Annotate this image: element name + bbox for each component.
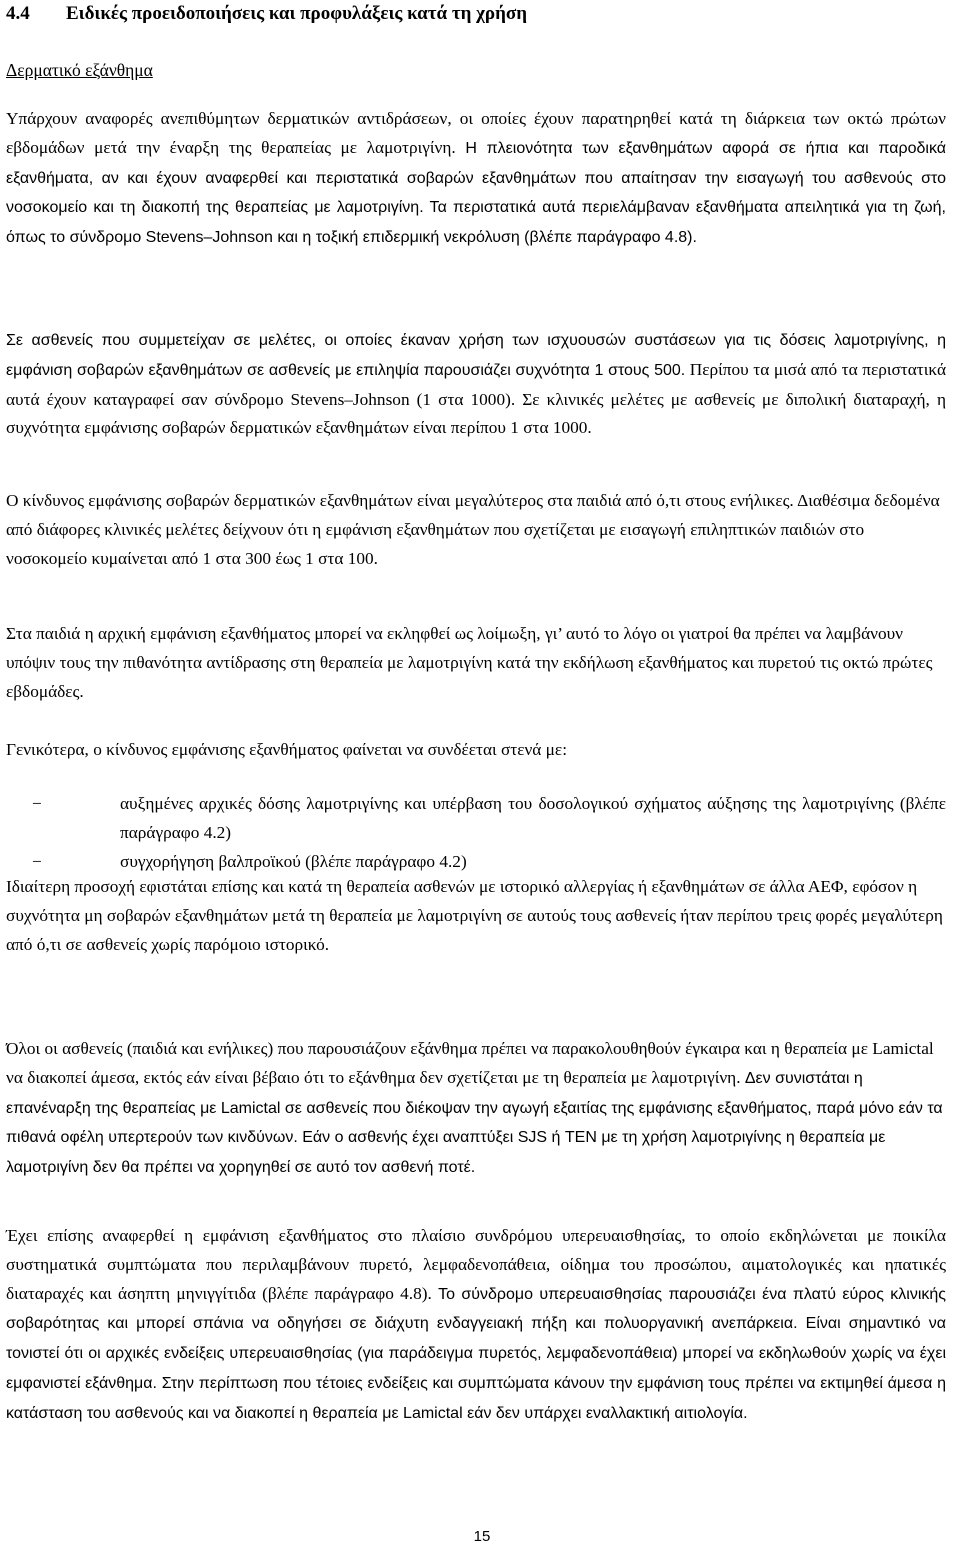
paragraph-8 <box>6 1222 946 1429</box>
paragraph-7-serif: Όλοι οι ασθενείς (παιδιά και ενήλικες) που παρουσιάζουν εξάνθημα πρέπει να παρακολουθηθούν έγκαιρα και η θεραπεία με Lamictal να διακοπεί άμεσα, εκτός εάν είναι βέβαιο ότι το εξάνθημα δεν σχετίζεται με τη θεραπεία με λαμοτριγίνη. <box>6 1039 934 1087</box>
paragraph-8-sans: Το σύνδρομο υπερευαισθησίας παρουσιάζει ένα πλατύ εύρος κλινικής σοβαρότητας και μπορεί σπάνια να οδηγήσει σε διάχυτη ενδαγγειακή πήξη και πολυοργανική ανεπάρκεια. Είναι σημαντικό να τονιστεί ότι οι αρχικές ενδείξεις υπερευαισθησίας (για παράδειγμα πυρετός, λεμφαδενοπάθεια) μπορεί να εκδηλωθούν χωρίς να έχει εμφανιστεί εξάνθημα. Στην περίπτωση που τέτοιες ενδείξεις και συμπτώματα κάνουν την εμφάνιση τους πρέπει να εκτιμηθεί άμεσα η κατάσταση του ασθενούς και να διακοπεί η θεραπεία με Lamictal εάν δεν υπάρχει εναλλακτική αιτιολογία. <box>6 1285 947 1422</box>
paragraph-2 <box>6 326 946 443</box>
paragraph-7-sans: Δεν συνιστάται η επανέναρξη της θεραπείας με Lamictal σε ασθενείς που διέκοψαν την αγωγή εξαιτίας της εμφάνισης εξανθήματος, παρά μόνο εάν τα πιθανά οφέλη υπερτερούν των κινδύνων. Εάν ο ασθενής έχει αναπτύξει SJS ή TEN με τη χρήση λαμοτριγίνης η θεραπεία με λαμοτριγίνη δεν θα πρέπει να χορηγηθεί σε αυτό τον ασθενή ποτέ. <box>6 1069 943 1177</box>
paragraph-1-serif: Υπάρχουν αναφορές ανεπιθύμητων δερματικών αντιδράσεων, οι οποίες έχουν παρατηρηθεί κατά τη διάρκεια των οκτώ πρώτων εβδομάδων μετά την έναρξη της θεραπείας με λαμοτριγίνη. <box>6 109 946 157</box>
paragraph-6: Ιδιαίτερη προσοχή εφιστάται επίσης και κατά τη θεραπεία ασθενών με ιστορικό αλλεργίας ή εξανθημάτων σε άλλα ΑΕΦ, εφόσον η συχνότητα μη σοβαρών εξανθημάτων μετά τη θεραπεία με λαμοτριγίνη σε αυτούς τους ασθενείς ήταν περίπου τρεις φορές μεγαλύτερη από ό,τι σε ασθενείς χωρίς παρόμοιο ιστορικό. <box>6 877 943 954</box>
subheading-skin-rash: Δερματικό εξάνθημα <box>6 60 153 80</box>
page-number: 15 <box>473 1528 491 1545</box>
dash-bullet: − <box>32 794 42 813</box>
paragraph-1-sans: Η πλειονότητα των εξανθημάτων αφορά σε ήπια και παροδικά εξανθήματα, αν και έχουν αναφερθεί και περιστατικά σοβαρών εξανθημάτων που απαίτησαν την εισαγωγή του ασθενούς στο νοσοκομείο και τη διακοπή της θεραπείας με λαμοτριγίνη. Τα περιστατικά αυτά περιελάμβαναν εξανθήματα απειλητικά για τη ζωή, όπως το σύνδρομο Stevens–Johnson και η τοξική επιδερμική νεκρόλυση (βλέπε παράγραφο 4.8). <box>6 139 946 247</box>
list-item-text: συγχορήγηση βαλπροϊκού (βλέπε παράγραφο 4.2) <box>120 851 467 871</box>
paragraph-1 <box>6 105 946 253</box>
section-title: Ειδικές προειδοποιήσεις και προφυλάξεις κατά τη χρήση <box>66 3 527 24</box>
dash-bullet: − <box>32 851 42 871</box>
paragraph-3: Ο κίνδυνος εμφάνισης σοβαρών δερματικών εξανθημάτων είναι μεγαλύτερος στα παιδιά από ό,τι στους ενήλικες. Διαθέσιμα δεδομένα από διάφορες κλινικές μελέτες δείχνουν ότι η εμφάνιση εξανθημάτων που σχετίζεται με εισαγωγή επιληπτικών παιδιών στο νοσοκομείο κυμαίνεται από 1 στα 300 έως 1 στα 100. <box>6 491 940 568</box>
bullet-list <box>6 790 946 876</box>
list-item <box>6 790 946 848</box>
paragraph-8-serif: Έχει επίσης αναφερθεί η εμφάνιση εξανθήματος στο πλαίσιο συνδρόμου υπερευαισθησίας, το οποίο εκδηλώνεται με ποικίλα συστηματικά συμπτώματα που περιλαμβάνουν πυρετό, λεμφαδενοπάθεια, οίδημα του προσώπου, αιματολογικές και ηπατικές διαταραχές και άσηπτη μηνιγγίτιδα (βλέπε παράγραφο 4.8). <box>6 1226 946 1303</box>
paragraph-2-serif-a: Περίπου τα μισά από τα περιστατικά αυτά έχουν καταγραφεί σαν σύνδρομο Stevens–Johnson (1 στα 1000). <box>6 359 946 409</box>
section-number: 4.4 <box>6 3 30 24</box>
paragraph-4: Στα παιδιά η αρχική εμφάνιση εξανθήματος μπορεί να εκληφθεί ως λοίμωξη, γι’ αυτό το λόγο οι γιατροί θα πρέπει να λαμβάνουν υπόψιν τους την πιθανότητα αντίδρασης στη θεραπεία με λαμοτριγίνη κατά την εκδήλωση εξανθήματος και πυρετού τις οκτώ πρώτες εβδομάδες. <box>6 624 933 701</box>
paragraph-2-sans: Σε ασθενείς που συμμετείχαν σε μελέτες, οι οποίες έκαναν χρήση των ισχυουσών συστάσεων για τις δόσεις λαμοτριγίνης, η εμφάνιση σοβαρών εξανθημάτων σε ασθενείς με επιληψία παρουσιάζει συχνότητα 1 στους 500. <box>6 332 946 379</box>
paragraph-2-serif-b: Σε κλινικές μελέτες με ασθενείς με διπολική διαταραχή, η συχνότητα εμφάνισης σοβαρών δερματικών εξανθημάτων είναι περίπου 1 στα 1000. <box>6 389 946 438</box>
list-item-text: αυξημένες αρχικές δόσης λαμοτριγίνης και υπέρβαση του δοσολογικού σχήματος αύξησης της λαμοτριγίνης (βλέπε παράγραφο 4.2) <box>120 794 946 842</box>
section-heading <box>6 2 527 26</box>
paragraph-7 <box>6 1035 946 1183</box>
paragraph-5: Γενικότερα, ο κίνδυνος εμφάνισης εξανθήματος φαίνεται να συνδέεται στενά με: <box>6 740 567 759</box>
